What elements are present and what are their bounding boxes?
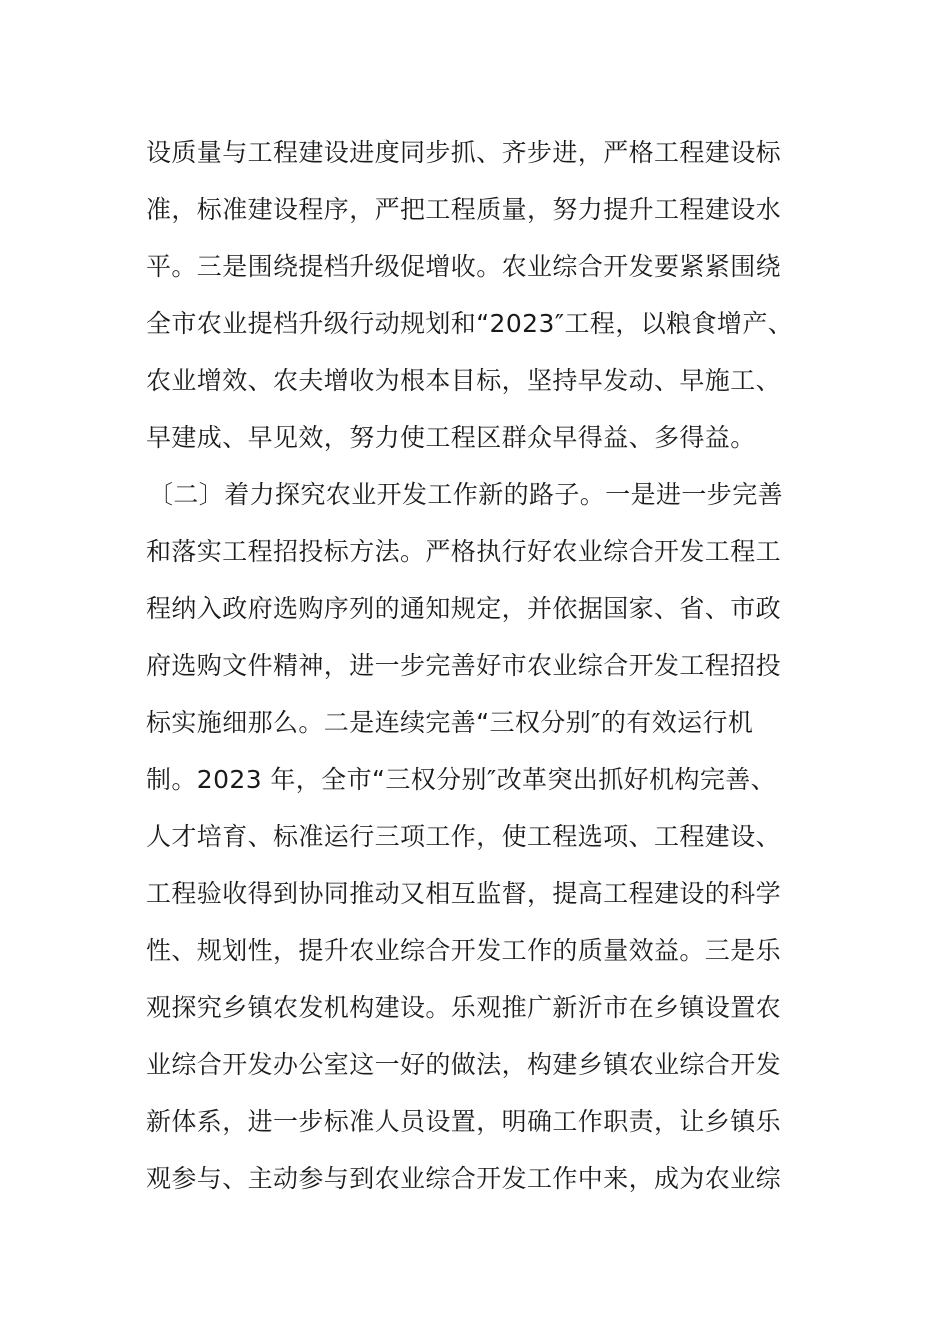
paragraph-heading-line: 〔二〕着力探究农业开发工作新的路子。一是进一步完善 <box>148 480 784 509</box>
text-line: 观参与、主动参与到农业综合开发工作中来，成为农业综 <box>146 1164 782 1193</box>
text-line: 标实施细那么。二是连续完善“三权分别″的有效运行机 <box>146 708 754 737</box>
text-line: 人才培育、标准运行三项工作，使工程选项、工程建设、 <box>146 822 782 851</box>
text-line: 早建成、早见效，努力使工程区群众早得益、多得益。 <box>146 423 756 452</box>
text-line: 工程验收得到协同推动又相互监督，提高工程建设的科学 <box>146 879 782 908</box>
text-line: 程纳入政府选购序列的通知规定，并依据国家、省、市政 <box>146 594 782 623</box>
text-line: 全市农业提档升级行动规划和“2023″工程，以粮食增产、 <box>146 309 794 338</box>
text-line: 平。三是围绕提档升级促增收。农业综合开发要紧紧围绕 <box>146 252 782 281</box>
text-line: 准，标准建设程序，严把工程质量，努力提升工程建设水 <box>146 195 782 224</box>
text-line: 和落实工程招投标方法。严格执行好农业综合开发工程工 <box>146 537 782 566</box>
text-line: 农业增效、农夫增收为根本目标，坚持早发动、早施工、 <box>146 366 782 395</box>
text-line: 新体系，进一步标准人员设置，明确工作职责，让乡镇乐 <box>146 1107 782 1136</box>
text-line: 设质量与工程建设进度同步抓、齐步进，严格工程建设标 <box>146 138 782 167</box>
text-line: 观探究乡镇农发机构建设。乐观推广新沂市在乡镇设置农 <box>146 993 782 1022</box>
text-line: 业综合开发办公室这一好的做法，构建乡镇农业综合开发 <box>146 1050 782 1079</box>
text-line: 性、规划性，提升农业综合开发工作的质量效益。三是乐 <box>146 936 782 965</box>
text-line: 府选购文件精神，进一步完善好市农业综合开发工程招投 <box>146 651 782 680</box>
text-line: 制。2023 年，全市“三权分别″改革突出抓好机构完善、 <box>146 765 777 794</box>
